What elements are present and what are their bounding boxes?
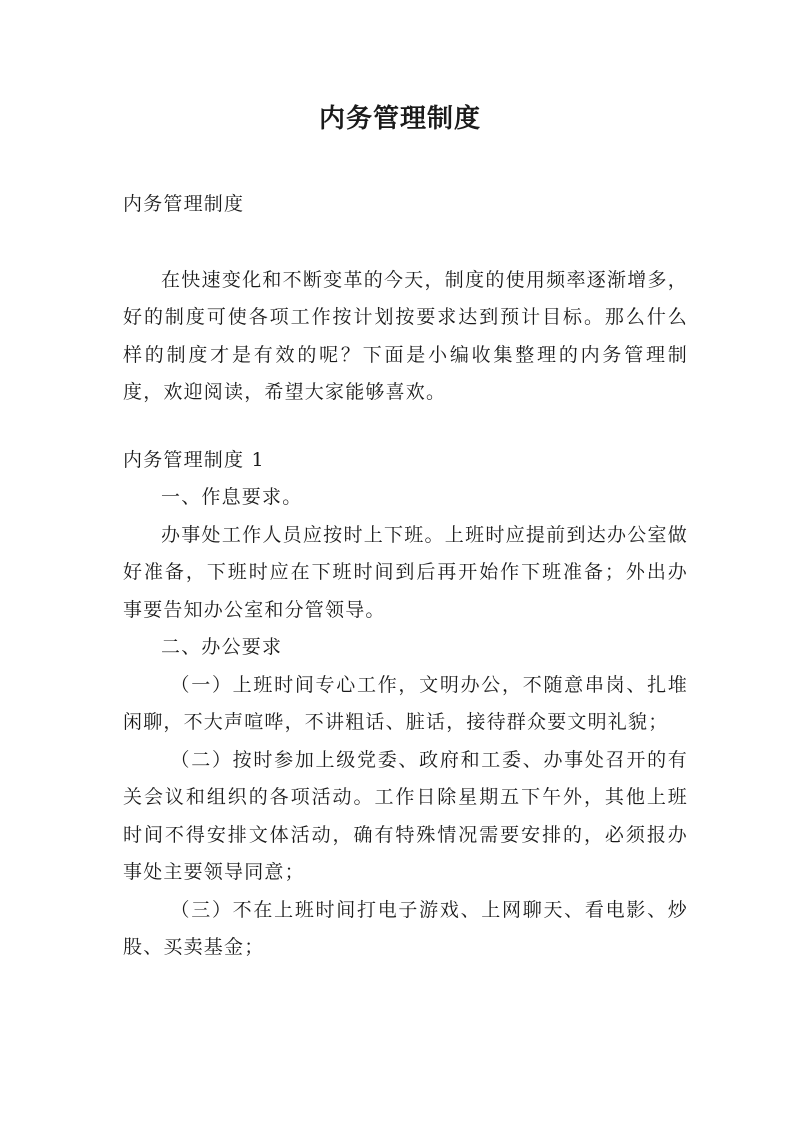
- document-body: [123, 186, 688, 967]
- item-heading: 一、作息要求。: [161, 486, 303, 508]
- sub-item-paragraph: （三）不在上班时间打电子游戏、上网聊天、看电影、炒股、买卖基金；: [123, 898, 688, 958]
- document-title: 内务管理制度: [318, 104, 481, 134]
- sub-item-paragraph: （一）上班时间专心工作，文明办公，不随意串岗、扎堆闲聊，不大声喧哗，不讲粗话、脏话，接待群众要文明礼貌；: [123, 673, 688, 733]
- sub-item-paragraph: （二）按时参加上级党委、政府和工委、办事处召开的有关会议和组织的各项活动。工作日除星期五下午外，其他上班时间不得安排文体活动，确有特殊情况需要安排的，必须报办事处主要领导同意；: [123, 748, 688, 883]
- item-heading: 二、办公要求: [161, 636, 283, 658]
- intro-paragraph: 在快速变化和不断变革的今天，制度的使用频率逐渐增多，好的制度可使各项工作按计划按要求达到预计目标。那么什么样的制度才是有效的呢？下面是小编收集整理的内务管理制度，欢迎阅读，希望大家能够喜欢。: [123, 268, 688, 403]
- document-subtitle: 内务管理制度: [123, 193, 245, 215]
- item-paragraph: 办事处工作人员应按时上下班。上班时应提前到达办公室做好准备，下班时应在下班时间到后再开始作下班准备；外出办事要告知办公室和分管领导。: [123, 523, 688, 621]
- section-heading: 内务管理制度 1: [123, 448, 265, 471]
